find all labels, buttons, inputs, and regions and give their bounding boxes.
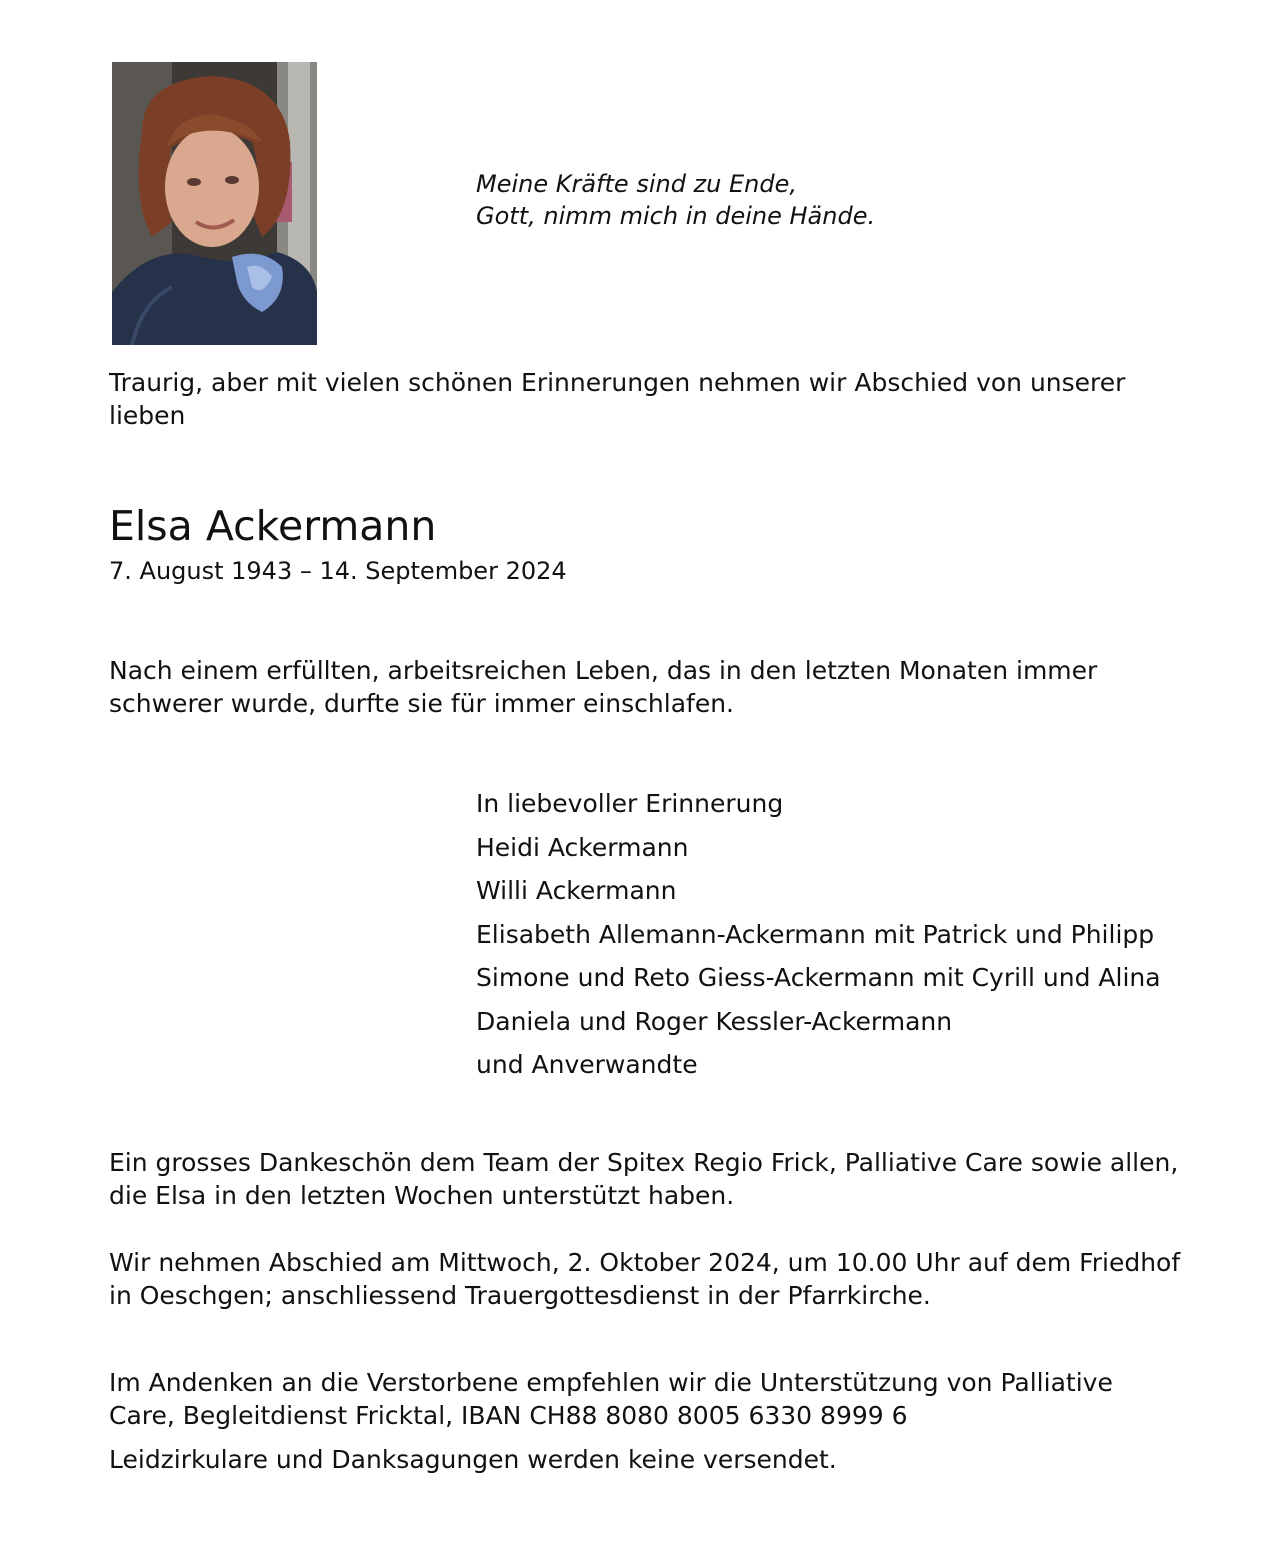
- intro-line: lieben: [109, 401, 186, 430]
- family-member: Daniela und Roger Kessler-Ackermann: [476, 1006, 953, 1036]
- life-line: schwerer wurde, durfte sie für immer einschlafen.: [109, 689, 734, 718]
- circulars-note: Leidzirkulare und Danksagungen werden keine versendet.: [109, 1445, 837, 1474]
- life-line: Nach einem erfüllten, arbeitsreichen Leben, das in den letzten Monaten immer: [109, 656, 1098, 685]
- thanks-line: Ein grosses Dankeschön dem Team der Spitex Regio Frick, Palliative Care sowie allen,: [109, 1148, 1179, 1177]
- deceased-name: Elsa Ackermann: [109, 502, 437, 550]
- family-member: Heidi Ackermann: [476, 832, 689, 862]
- family-member: und Anverwandte: [476, 1050, 698, 1079]
- donation-line: Care, Begleitdienst Fricktal, IBAN CH88 8080 8005 6330 8999 6: [109, 1401, 908, 1430]
- life-text: [109, 654, 1239, 720]
- donation-text: [109, 1366, 1239, 1432]
- ceremony-line: in Oeschgen; anschliessend Trauergottesdienst in der Pfarrkirche.: [109, 1281, 931, 1310]
- quote-line: Meine Kräfte sind zu Ende,: [476, 170, 797, 198]
- family-member: Elisabeth Allemann-Ackermann mit Patrick und Philipp: [476, 919, 1155, 949]
- thanks-line: die Elsa in den letzten Wochen unterstützt haben.: [109, 1181, 735, 1210]
- donation-line: Im Andenken an die Verstorbene empfehlen wir die Unterstützung von Palliative: [109, 1368, 1113, 1397]
- thanks-text: [109, 1146, 1239, 1212]
- quote: [476, 168, 875, 232]
- intro-text: [109, 366, 1239, 432]
- family-list: [476, 786, 1161, 1091]
- family-member: Simone und Reto Giess-Ackermann mit Cyrill und Alina: [476, 963, 1161, 992]
- family-heading: In liebevoller Erinnerung: [476, 789, 784, 818]
- ceremony-line: Wir nehmen Abschied am Mittwoch, 2. Oktober 2024, um 10.00 Uhr auf dem Friedhof: [109, 1248, 1181, 1277]
- family-member: Willi Ackermann: [476, 876, 677, 905]
- intro-line: Traurig, aber mit vielen schönen Erinnerungen nehmen wir Abschied von unserer: [109, 368, 1126, 397]
- life-dates: 7. August 1943 – 14. September 2024: [109, 557, 567, 585]
- portrait-photo: [112, 62, 317, 345]
- quote-line: Gott, nimm mich in deine Hände.: [476, 202, 876, 230]
- ceremony-text: [109, 1246, 1239, 1312]
